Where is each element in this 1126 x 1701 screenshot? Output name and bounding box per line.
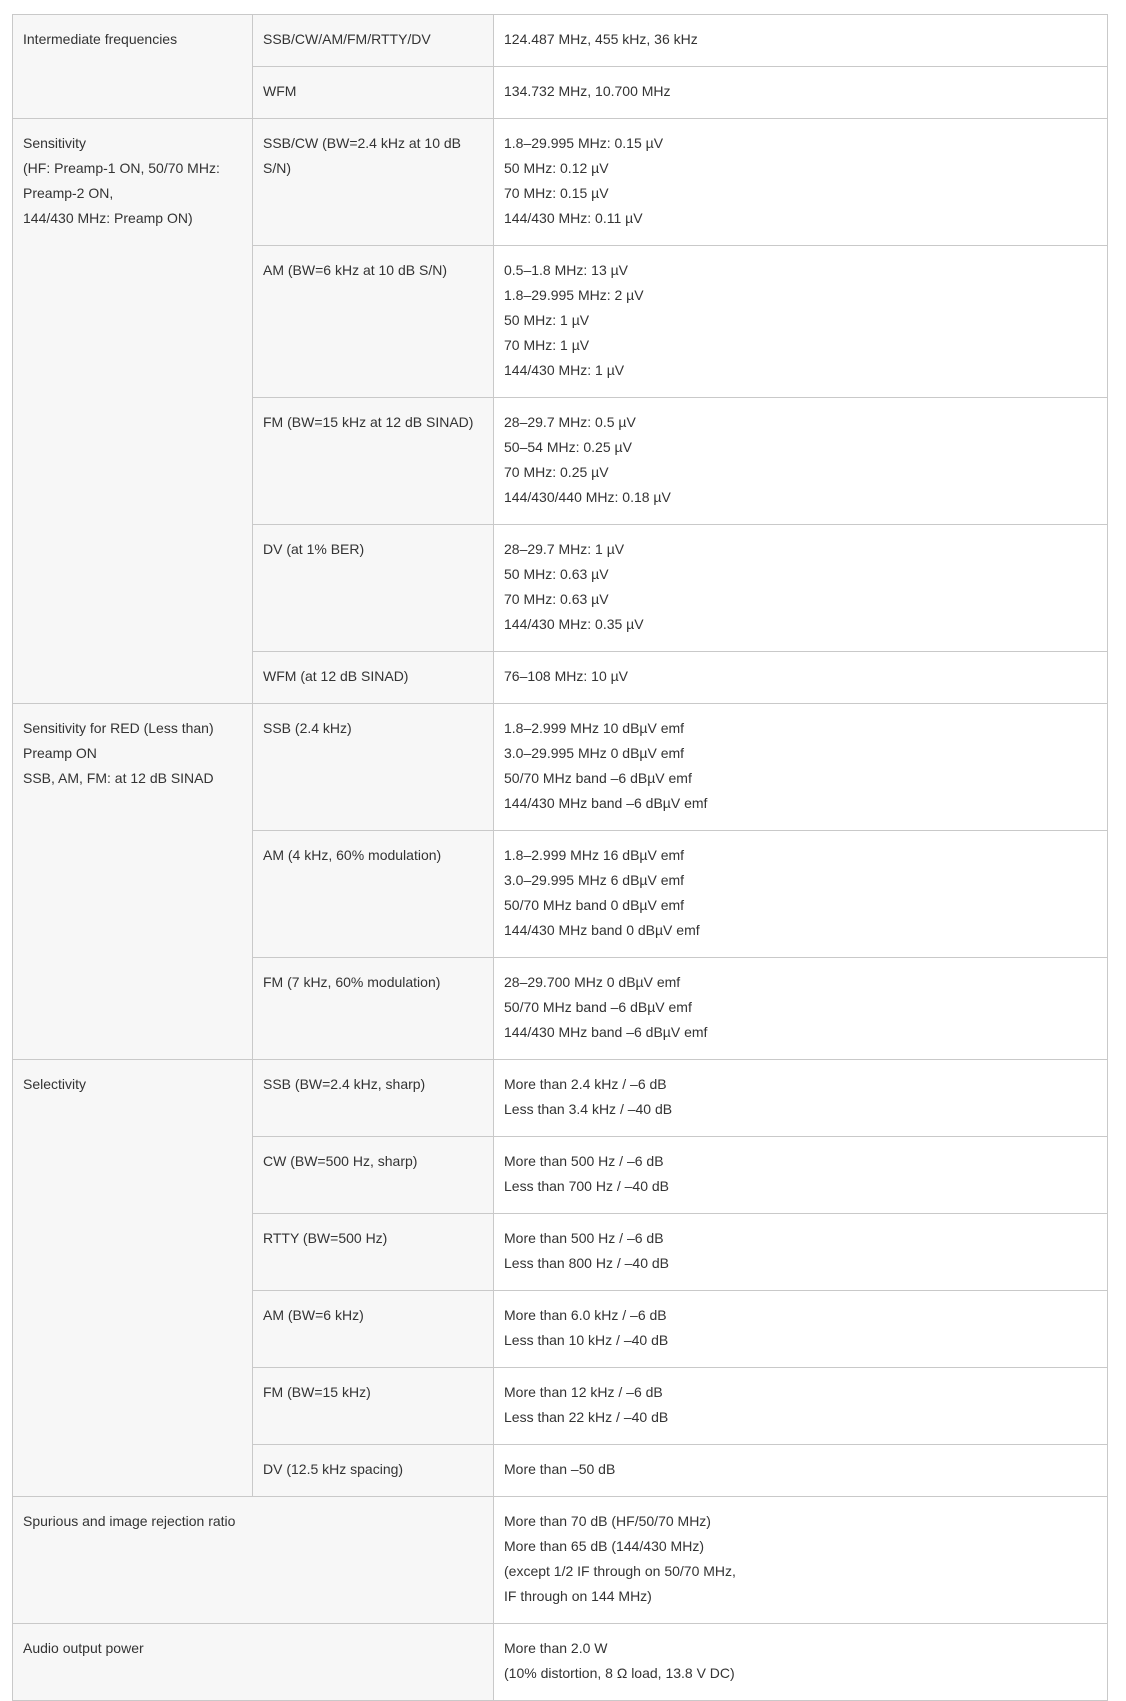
spec-row [13, 15, 1108, 67]
value-cell-line: 144/430 MHz band –6 dBµV emf [504, 1024, 708, 1040]
value-cell-line: 70 MHz: 0.15 µV [504, 185, 609, 201]
spec-row [13, 1497, 1108, 1624]
spec-row [13, 1624, 1108, 1701]
value-cell-line: IF through on 144 MHz) [504, 1588, 652, 1604]
value-cell-line: 28–29.7 MHz: 1 µV [504, 541, 625, 557]
parameter-cell-line: Sensitivity for RED (Less than) [23, 720, 214, 736]
value-cell [494, 246, 1108, 398]
value-cell [494, 1291, 1108, 1368]
value-cell-line: 124.487 MHz, 455 kHz, 36 kHz [504, 31, 698, 47]
value-cell-line: 28–29.7 MHz: 0.5 µV [504, 414, 636, 430]
value-cell-line: 50 MHz: 0.12 µV [504, 160, 609, 176]
value-cell [494, 525, 1108, 652]
value-cell-line: More than 2.0 W [504, 1640, 608, 1656]
value-cell-line: 144/430 MHz band 0 dBµV emf [504, 922, 700, 938]
parameter-cell [13, 1060, 253, 1497]
value-cell-line: Less than 700 Hz / –40 dB [504, 1178, 669, 1194]
value-cell-line: More than –50 dB [504, 1461, 616, 1477]
parameter-cell [13, 15, 253, 119]
value-cell [494, 1368, 1108, 1445]
condition-cell [253, 525, 494, 652]
spec-table-body [13, 15, 1108, 1701]
condition-cell-line: SSB/CW/AM/FM/RTTY/DV [263, 31, 431, 47]
value-cell-line: 50/70 MHz band 0 dBµV emf [504, 897, 685, 913]
parameter-cell-line: Intermediate frequencies [23, 31, 178, 47]
value-cell-line: More than 6.0 kHz / –6 dB [504, 1307, 667, 1323]
value-cell-line: (10% distortion, 8 Ω load, 13.8 V DC) [504, 1665, 735, 1681]
condition-cell-line: FM (BW=15 kHz at 12 dB SINAD) [263, 414, 474, 430]
value-cell-line: 70 MHz: 0.63 µV [504, 591, 609, 607]
value-cell-line: 50/70 MHz band –6 dBµV emf [504, 770, 692, 786]
condition-cell-line: SSB (2.4 kHz) [263, 720, 352, 736]
parameter-cell-line: Selectivity [23, 1076, 87, 1092]
parameter-cell-line: Preamp-2 ON, [23, 185, 114, 201]
value-cell-line: 70 MHz: 0.25 µV [504, 464, 609, 480]
condition-cell [253, 119, 494, 246]
value-cell-line: 3.0–29.995 MHz 6 dBµV emf [504, 872, 685, 888]
value-cell-line: 3.0–29.995 MHz 0 dBµV emf [504, 745, 685, 761]
parameter-cell-line: Sensitivity [23, 135, 87, 151]
value-cell-line: (except 1/2 IF through on 50/70 MHz, [504, 1563, 736, 1579]
value-cell-line: More than 12 kHz / –6 dB [504, 1384, 663, 1400]
condition-cell [253, 1291, 494, 1368]
value-cell [494, 1445, 1108, 1497]
value-cell [494, 704, 1108, 831]
parameter-cell [13, 704, 253, 1060]
parameter-cell-line: Audio output power [23, 1640, 144, 1656]
spec-row [13, 119, 1108, 246]
parameter-cell [13, 119, 253, 704]
condition-cell [253, 246, 494, 398]
value-cell-line: More than 70 dB (HF/50/70 MHz) [504, 1513, 711, 1529]
condition-cell-line: AM (BW=6 kHz) [263, 1307, 364, 1323]
spec-row [13, 1060, 1108, 1137]
value-cell-line: More than 500 Hz / –6 dB [504, 1230, 664, 1246]
value-cell-line: More than 2.4 kHz / –6 dB [504, 1076, 667, 1092]
condition-cell [253, 704, 494, 831]
value-cell [494, 1497, 1108, 1624]
condition-cell [253, 831, 494, 958]
condition-cell-line: CW (BW=500 Hz, sharp) [263, 1153, 418, 1169]
condition-cell-line: AM (BW=6 kHz at 10 dB S/N) [263, 262, 447, 278]
value-cell [494, 1060, 1108, 1137]
condition-cell [253, 1445, 494, 1497]
condition-cell-line: DV (12.5 kHz spacing) [263, 1461, 404, 1477]
value-cell-line: More than 65 dB (144/430 MHz) [504, 1538, 704, 1554]
value-cell-line: 134.732 MHz, 10.700 MHz [504, 83, 671, 99]
condition-cell-line: SSB (BW=2.4 kHz, sharp) [263, 1076, 426, 1092]
value-cell-line: Less than 800 Hz / –40 dB [504, 1255, 669, 1271]
value-cell [494, 652, 1108, 704]
value-cell [494, 1214, 1108, 1291]
condition-cell-line: WFM [263, 83, 297, 99]
condition-cell [253, 15, 494, 67]
value-cell-line: 76–108 MHz: 10 µV [504, 668, 629, 684]
parameter-cell [13, 1497, 494, 1624]
parameter-cell-line: SSB, AM, FM: at 12 dB SINAD [23, 770, 214, 786]
value-cell-line: 1.8–29.995 MHz: 0.15 µV [504, 135, 664, 151]
value-cell-line: 144/430 MHz: 0.11 µV [504, 210, 643, 226]
condition-cell [253, 1137, 494, 1214]
condition-cell [253, 67, 494, 119]
parameter-cell [13, 1624, 494, 1701]
receiver-spec-table [12, 14, 1108, 1701]
condition-cell [253, 1214, 494, 1291]
condition-cell-line: WFM (at 12 dB SINAD) [263, 668, 409, 684]
value-cell-line: Less than 22 kHz / –40 dB [504, 1409, 669, 1425]
condition-cell [253, 1368, 494, 1445]
value-cell-line: 50 MHz: 0.63 µV [504, 566, 609, 582]
condition-cell [253, 652, 494, 704]
value-cell [494, 1624, 1108, 1701]
parameter-cell-line: (HF: Preamp-1 ON, 50/70 MHz: [23, 160, 220, 176]
condition-cell-line: AM (4 kHz, 60% modulation) [263, 847, 442, 863]
value-cell-line: More than 500 Hz / –6 dB [504, 1153, 664, 1169]
parameter-cell-line: 144/430 MHz: Preamp ON) [23, 210, 193, 226]
parameter-cell-line: Spurious and image rejection ratio [23, 1513, 236, 1529]
value-cell-line: 144/430 MHz: 0.35 µV [504, 616, 644, 632]
value-cell-line: 28–29.700 MHz 0 dBµV emf [504, 974, 681, 990]
condition-cell-line: SSB/CW (BW=2.4 kHz at 10 dB S/N) [263, 135, 462, 176]
condition-cell-line: DV (at 1% BER) [263, 541, 365, 557]
parameter-cell-line: Preamp ON [23, 745, 97, 761]
value-cell-line: 0.5–1.8 MHz: 13 µV [504, 262, 629, 278]
value-cell [494, 15, 1108, 67]
condition-cell [253, 958, 494, 1060]
condition-cell-line: FM (7 kHz, 60% modulation) [263, 974, 441, 990]
condition-cell-line: FM (BW=15 kHz) [263, 1384, 371, 1400]
value-cell-line: Less than 3.4 kHz / –40 dB [504, 1101, 673, 1117]
spec-row [13, 704, 1108, 831]
value-cell-line: 50/70 MHz band –6 dBµV emf [504, 999, 692, 1015]
value-cell-line: 50–54 MHz: 0.25 µV [504, 439, 632, 455]
condition-cell-line: RTTY (BW=500 Hz) [263, 1230, 388, 1246]
value-cell [494, 119, 1108, 246]
value-cell-line: 144/430/440 MHz: 0.18 µV [504, 489, 671, 505]
condition-cell [253, 1060, 494, 1137]
value-cell-line: 1.8–29.995 MHz: 2 µV [504, 287, 644, 303]
value-cell-line: 50 MHz: 1 µV [504, 312, 590, 328]
value-cell-line: Less than 10 kHz / –40 dB [504, 1332, 669, 1348]
value-cell-line: 144/430 MHz band –6 dBµV emf [504, 795, 708, 811]
value-cell [494, 67, 1108, 119]
condition-cell [253, 398, 494, 525]
value-cell [494, 831, 1108, 958]
value-cell-line: 70 MHz: 1 µV [504, 337, 590, 353]
value-cell-line: 1.8–2.999 MHz 16 dBµV emf [504, 847, 685, 863]
value-cell-line: 1.8–2.999 MHz 10 dBµV emf [504, 720, 685, 736]
value-cell-line: 144/430 MHz: 1 µV [504, 362, 625, 378]
value-cell [494, 1137, 1108, 1214]
value-cell [494, 398, 1108, 525]
value-cell [494, 958, 1108, 1060]
